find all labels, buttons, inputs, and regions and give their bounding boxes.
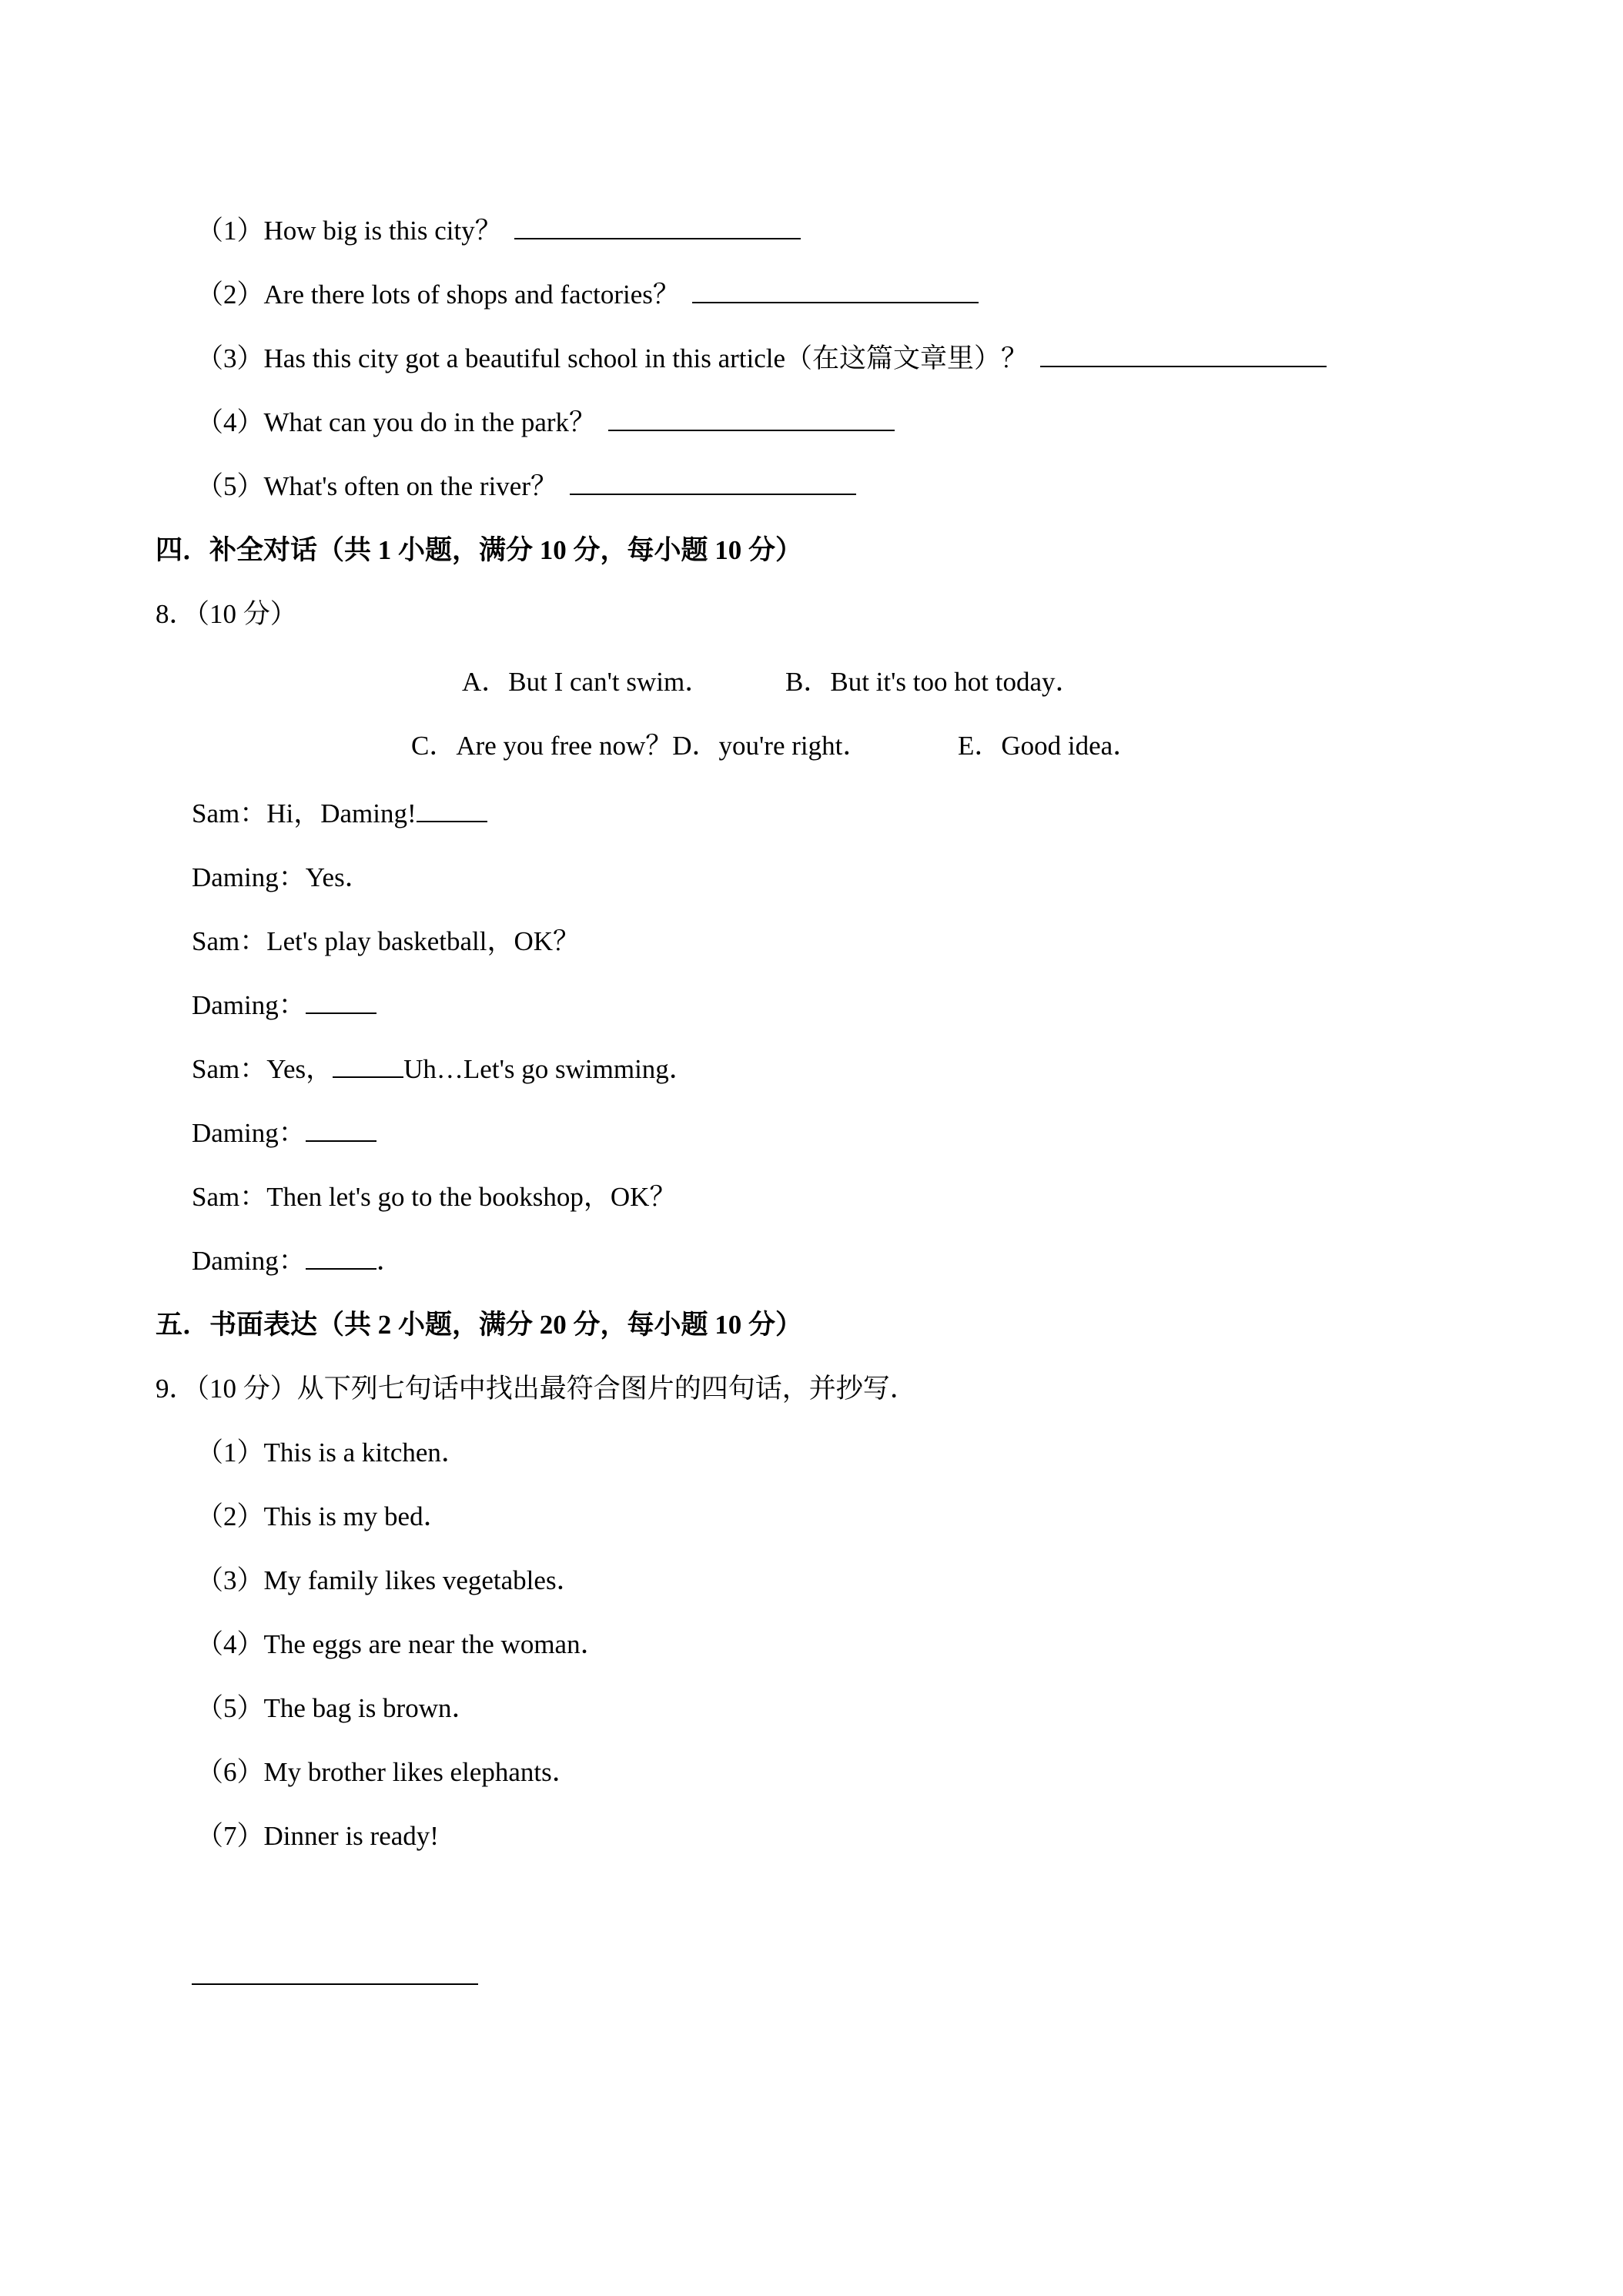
q7-item-1 bbox=[196, 214, 801, 248]
sentence-3 bbox=[196, 1564, 584, 1598]
dialogue-line-8 bbox=[192, 1244, 403, 1278]
answer-line[interactable] bbox=[192, 1983, 478, 1985]
dialogue-text: Sam：Hi，Daming! bbox=[192, 798, 417, 828]
dialogue-text: Daming： bbox=[192, 990, 306, 1020]
sentence-text: This is my bed． bbox=[263, 1501, 450, 1531]
item-text: Are there lots of shops and factories？ bbox=[263, 279, 680, 310]
dialogue-line-5 bbox=[192, 1053, 696, 1086]
dialogue-text: Daming：Yes． bbox=[192, 862, 372, 892]
sentence-number: （3） bbox=[196, 1565, 264, 1595]
dialogue-line-1 bbox=[192, 797, 487, 831]
q7-item-2 bbox=[196, 278, 979, 312]
sentence-number: （7） bbox=[196, 1821, 264, 1851]
dialogue-text: Sam：Let's play basketball，OK？ bbox=[192, 926, 580, 956]
sentence-text: The bag is brown． bbox=[263, 1693, 479, 1723]
dialogue-text: Daming： bbox=[192, 1246, 306, 1276]
section-5-heading: 五．书面表达（共 2 小题，满分 20 分，每小题 10 分） bbox=[156, 1310, 803, 1340]
sentence-text: My family likes vegetables． bbox=[263, 1565, 584, 1595]
option-a: A．But I can't swim． bbox=[462, 667, 712, 697]
sentence-text: Dinner is ready! bbox=[263, 1821, 439, 1851]
question-9-label: 9．（10 分）从下列七句话中找出最符合图片的四句话，并抄写． bbox=[156, 1374, 917, 1404]
sentence-6 bbox=[196, 1755, 579, 1789]
dialogue-text-after: ． bbox=[376, 1246, 403, 1276]
sentence-text: My brother likes elephants． bbox=[263, 1757, 579, 1787]
dialogue-blank[interactable] bbox=[306, 1245, 376, 1270]
sentence-number: （1） bbox=[196, 1438, 264, 1468]
item-text: What's often on the river？ bbox=[263, 471, 557, 501]
sentence-text: This is a kitchen． bbox=[263, 1438, 468, 1468]
dialogue-text: Sam：Yes， bbox=[192, 1054, 333, 1084]
sentence-number: （5） bbox=[196, 1693, 264, 1723]
item-text: What can you do in the park？ bbox=[263, 407, 597, 437]
dialogue-blank[interactable] bbox=[306, 989, 376, 1014]
q7-item-4 bbox=[196, 406, 895, 440]
q7-item-3 bbox=[196, 342, 1327, 376]
item-text: Has this city got a beautiful school in this article（在这篇文章里）？ bbox=[263, 343, 1029, 373]
option-c-d: C．Are you free now？D．you're right． bbox=[411, 731, 870, 761]
dialogue-line-2 bbox=[192, 861, 372, 895]
answer-blank[interactable] bbox=[1040, 343, 1327, 367]
sentence-1 bbox=[196, 1436, 468, 1470]
sentence-number: （2） bbox=[196, 1501, 264, 1531]
dialogue-line-6 bbox=[192, 1116, 376, 1150]
sentence-5 bbox=[196, 1692, 479, 1725]
item-number: （2） bbox=[196, 279, 264, 310]
dialogue-line-3 bbox=[192, 925, 580, 959]
dialogue-line-4 bbox=[192, 989, 376, 1022]
item-number: （1） bbox=[196, 216, 264, 246]
item-text: How big is this city？ bbox=[263, 216, 502, 246]
sentence-7 bbox=[196, 1819, 439, 1853]
item-number: （4） bbox=[196, 407, 264, 437]
dialogue-blank[interactable] bbox=[306, 1117, 376, 1142]
item-number: （3） bbox=[196, 343, 264, 373]
item-number: （5） bbox=[196, 471, 264, 501]
sentence-4 bbox=[196, 1628, 607, 1662]
answer-blank[interactable] bbox=[514, 215, 801, 239]
dialogue-blank[interactable] bbox=[417, 798, 487, 822]
dialogue-line-7 bbox=[192, 1180, 676, 1214]
dialogue-text: Sam：Then let's go to the bookshop，OK？ bbox=[192, 1182, 677, 1212]
answer-blank[interactable] bbox=[692, 279, 979, 303]
option-b: B．But it's too hot today． bbox=[785, 667, 1083, 697]
sentence-2 bbox=[196, 1500, 450, 1534]
dialogue-text-after: Uh…Let's go swimming． bbox=[403, 1054, 696, 1084]
question-8-label: 8．（10 分） bbox=[156, 599, 297, 629]
dialogue-blank[interactable] bbox=[333, 1053, 403, 1078]
answer-blank[interactable] bbox=[570, 470, 856, 495]
dialogue-text: Daming： bbox=[192, 1118, 306, 1148]
section-4-heading: 四．补全对话（共 1 小题，满分 10 分，每小题 10 分） bbox=[156, 535, 803, 565]
sentence-text: The eggs are near the woman． bbox=[263, 1629, 607, 1659]
answer-blank[interactable] bbox=[608, 407, 895, 431]
option-e: E．Good idea． bbox=[958, 731, 1140, 761]
sentence-number: （6） bbox=[196, 1757, 264, 1787]
sentence-number: （4） bbox=[196, 1629, 264, 1659]
q7-item-5 bbox=[196, 470, 856, 504]
